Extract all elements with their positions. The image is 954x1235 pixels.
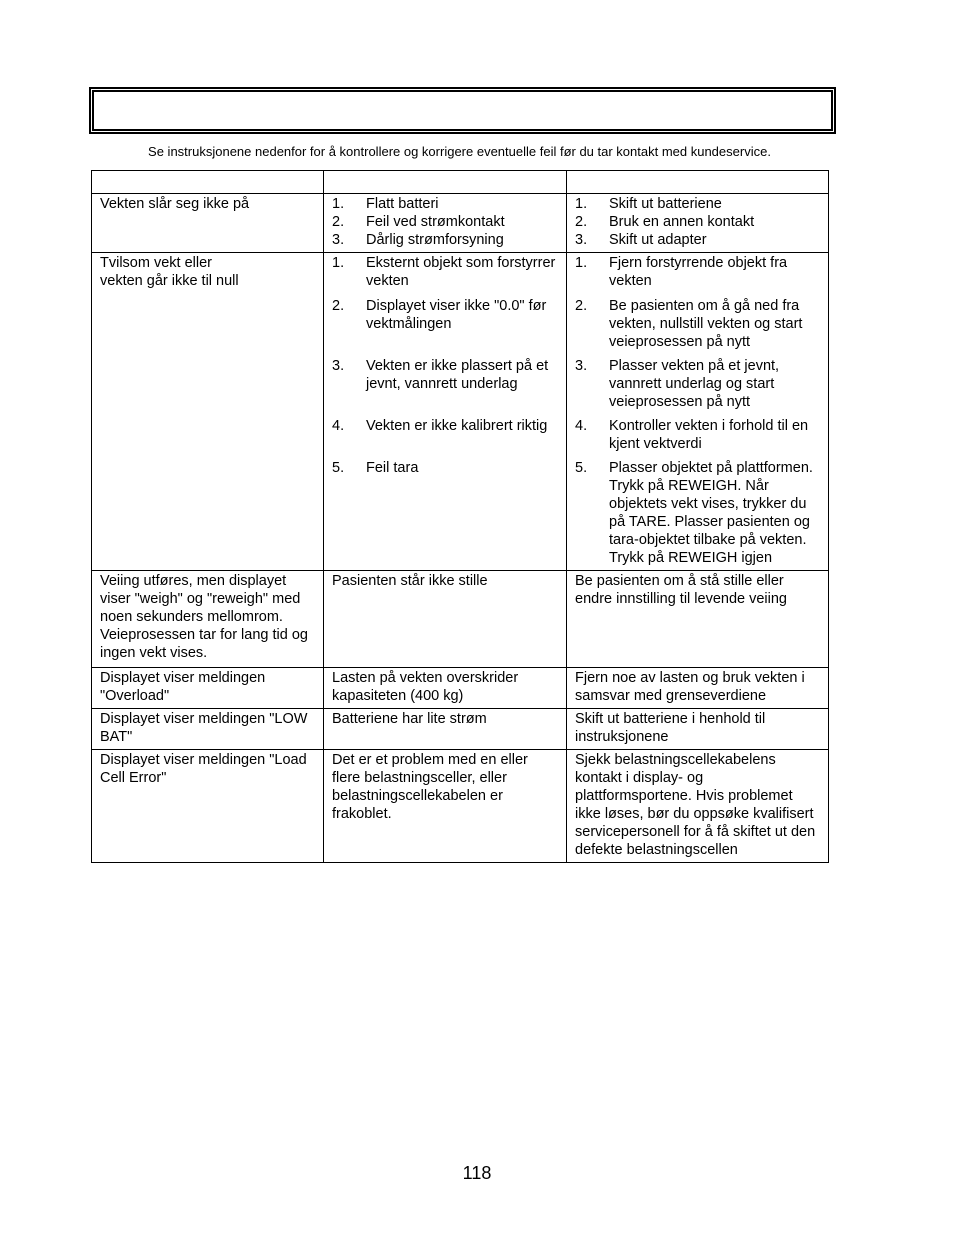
table-row bbox=[92, 709, 829, 750]
troubleshooting-table bbox=[91, 170, 829, 863]
cause-cell: Pasienten står ikke stille bbox=[324, 571, 567, 668]
cause-cell: Lasten på vekten overskrider kapasiteten (400 kg) bbox=[324, 668, 567, 709]
intro-text: Se instruksjonene nedenfor for å kontrollere og korrigere eventuelle feil før du tar kontakt med kundeservice. bbox=[148, 144, 771, 159]
list-item: 1. Flatt batteri bbox=[332, 196, 439, 212]
list-item: 2. Bruk en annen kontakt bbox=[575, 214, 755, 230]
list-item: 1. Fjern forstyrrende objekt fra vekten bbox=[575, 255, 788, 289]
list-item: 4. Kontroller vekten i forhold til en kjent vektverdi bbox=[575, 418, 809, 452]
cause-cell bbox=[324, 194, 567, 253]
table-row bbox=[92, 668, 829, 709]
solution-cell: Skift ut batteriene i henhold til instruksjonene bbox=[567, 709, 829, 750]
solution-cell bbox=[567, 194, 829, 253]
solution-cell: Fjern noe av lasten og bruk vekten i samsvar med grenseverdiene bbox=[567, 668, 829, 709]
page-number: 118 bbox=[462, 1163, 492, 1183]
cause-cell bbox=[324, 253, 567, 571]
solution-cell bbox=[567, 253, 829, 571]
list-item: 3. Dårlig strømforsyning bbox=[332, 232, 504, 248]
header-cell-solution bbox=[567, 171, 829, 194]
list-item: 2. Displayet viser ikke "0.0" før vektmålingen bbox=[332, 298, 547, 332]
cause-cell: Det er et problem med en eller flere belastningsceller, eller belastningscellekabelen er frakoblet. bbox=[324, 750, 567, 863]
list-item: 1. Eksternt objekt som forstyrrer vekten bbox=[332, 255, 556, 289]
solution-cell: Be pasienten om å stå stille eller endre innstilling til levende veiing bbox=[567, 571, 829, 668]
table-row bbox=[92, 194, 829, 253]
table-header-row bbox=[92, 171, 829, 194]
cause-cell: Batteriene har lite strøm bbox=[324, 709, 567, 750]
list-item: 2. Feil ved strømkontakt bbox=[332, 214, 505, 230]
problem-cell: Tvilsom vekt eller vekten går ikke til null bbox=[92, 253, 324, 571]
list-item: 3. Vekten er ikke plassert på et jevnt, vannrett underlag bbox=[332, 358, 549, 392]
table-row bbox=[92, 571, 829, 668]
problem-cell: Displayet viser meldingen "Load Cell Error" bbox=[92, 750, 324, 863]
problem-cell: Vekten slår seg ikke på bbox=[92, 194, 324, 253]
list-item: 2. Be pasienten om å gå ned fra vekten, nullstill vekten og start veieprosessen på nytt bbox=[575, 298, 803, 350]
list-item: 4. Vekten er ikke kalibrert riktig bbox=[332, 418, 548, 434]
table-row bbox=[92, 253, 829, 571]
problem-cell: Displayet viser meldingen "LOW BAT" bbox=[92, 709, 324, 750]
header-cell-cause bbox=[324, 171, 567, 194]
table-row bbox=[92, 750, 829, 863]
solution-cell: Sjekk belastningscellekabelens kontakt i display- og plattformsportene. Hvis problemet ikke løses, bør du oppsøke kvalifisert servicepersonell for å få skiftet ut den defekte belastningscellen bbox=[567, 750, 829, 863]
list-item: 5. Plasser objektet på plattformen. Trykk på REWEIGH. Når objektets vekt vises, trykker du på TARE. Plasser pasienten og tara-objektet tilbake på vekten. Trykk på REWEIGH igjen bbox=[575, 460, 813, 566]
list-item: 3. Skift ut adapter bbox=[575, 232, 707, 248]
section-title-box bbox=[89, 87, 836, 134]
list-item: 5. Feil tara bbox=[332, 460, 419, 476]
problem-cell: Veiing utføres, men displayet viser "weigh" og "reweigh" med noen sekunders mellomrom. Veieprosessen tar for lang tid og ingen vekt vises. bbox=[92, 571, 324, 668]
header-cell-problem bbox=[92, 171, 324, 194]
problem-cell: Displayet viser meldingen "Overload" bbox=[92, 668, 324, 709]
list-item: 3. Plasser vekten på et jevnt, vannrett underlag og start veieprosessen på nytt bbox=[575, 358, 780, 410]
list-item: 1. Skift ut batteriene bbox=[575, 196, 722, 212]
